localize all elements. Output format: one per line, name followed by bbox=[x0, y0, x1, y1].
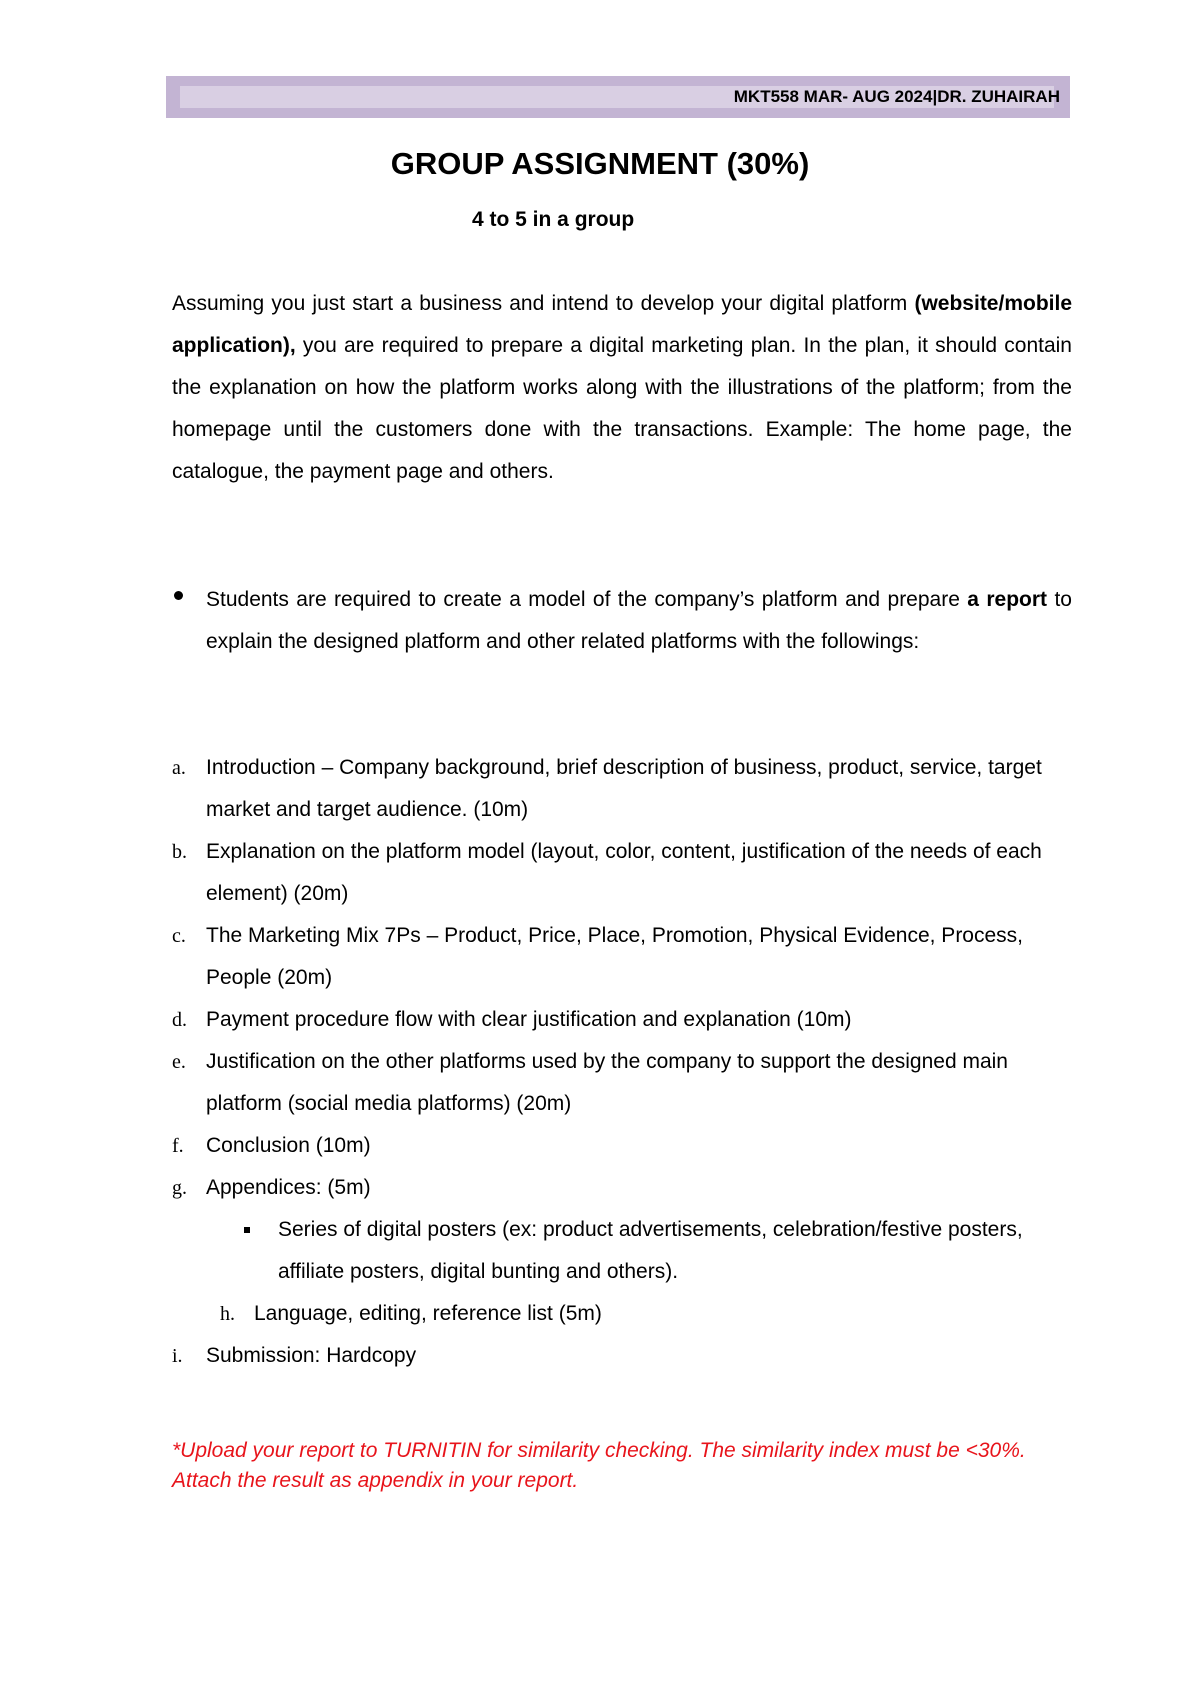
list-marker: d. bbox=[172, 1009, 187, 1031]
bullet-block bbox=[172, 579, 1072, 663]
list-item bbox=[220, 1293, 1072, 1335]
list-marker: g. bbox=[172, 1177, 187, 1199]
sub-list-item bbox=[278, 1209, 1072, 1293]
square-bullet-icon bbox=[244, 1227, 250, 1233]
list-marker: f. bbox=[172, 1135, 184, 1157]
bullet-text-1: Students are required to create a model of the company’s platform and prepare bbox=[206, 588, 968, 611]
list-marker: i. bbox=[172, 1345, 183, 1367]
sub-list-item-text: Series of digital posters (ex: product advertisements, celebration/festive posters, affiliate posters, digital bunting and others). bbox=[278, 1218, 1023, 1283]
list-item bbox=[172, 999, 1072, 1041]
intro-bold: (website/mobile application), bbox=[172, 292, 1072, 357]
requirements-list bbox=[172, 747, 1072, 1377]
intro-text-1: Assuming you just start a business and intend to develop your digital platform bbox=[172, 292, 915, 315]
list-marker: b. bbox=[172, 841, 187, 863]
list-marker: h. bbox=[220, 1303, 235, 1325]
intro-text-2: you are required to prepare a digital marketing plan. In the plan, it should contain the explanation on how the platform works along with the illustrations of the platform; from the homepage until the customers done with the transactions. Example: The home page, the catalogue, the payment page and others. bbox=[172, 334, 1072, 483]
list-item-text: Payment procedure flow with clear justification and explanation (10m) bbox=[206, 1008, 852, 1031]
bullet-bold: a report bbox=[967, 588, 1048, 611]
list-item bbox=[172, 1335, 1072, 1377]
list-item-text: Language, editing, reference list (5m) bbox=[254, 1302, 602, 1325]
course-header: MKT558 MAR- AUG 2024|DR. ZUHAIRAH bbox=[733, 87, 1060, 106]
list-item-text: Introduction – Company background, brief description of business, product, service, target market and target audience. (10m) bbox=[206, 756, 1042, 821]
list-item-text: Explanation on the platform model (layout, color, content, justification of the needs of each element) (20m) bbox=[206, 840, 1042, 905]
page-title: GROUP ASSIGNMENT (30%) bbox=[390, 146, 810, 181]
list-item bbox=[172, 1167, 1072, 1209]
list-item-text: The Marketing Mix 7Ps – Product, Price, Place, Promotion, Physical Evidence, Process, People (20m) bbox=[206, 924, 1024, 989]
bullet-text-2: to explain the designed platform and other related platforms with the followings: bbox=[206, 588, 1072, 653]
list-item bbox=[172, 831, 1072, 915]
list-item bbox=[172, 915, 1072, 999]
list-item-text: Submission: Hardcopy bbox=[206, 1344, 417, 1367]
list-marker: e. bbox=[172, 1051, 186, 1073]
list-item-text: Conclusion (10m) bbox=[206, 1134, 371, 1157]
list-item-text: Appendices: (5m) bbox=[206, 1176, 371, 1199]
turnitin-note: *Upload your report to TURNITIN for similarity checking. The similarity index must be <30%. Attach the result as appendix in your report. bbox=[172, 1439, 1026, 1492]
list-marker: c. bbox=[172, 925, 186, 947]
group-size: 4 to 5 in a group bbox=[472, 208, 635, 231]
list-item bbox=[172, 1041, 1072, 1125]
intro-paragraph bbox=[172, 283, 1072, 493]
list-item-text: Justification on the other platforms used by the company to support the designed main platform (social media platforms) (20m) bbox=[206, 1050, 1008, 1115]
list-item bbox=[172, 1125, 1072, 1167]
bullet-text bbox=[206, 579, 1072, 663]
list-item bbox=[172, 747, 1072, 831]
list-marker: a. bbox=[172, 757, 186, 779]
bullet-icon bbox=[174, 591, 183, 600]
